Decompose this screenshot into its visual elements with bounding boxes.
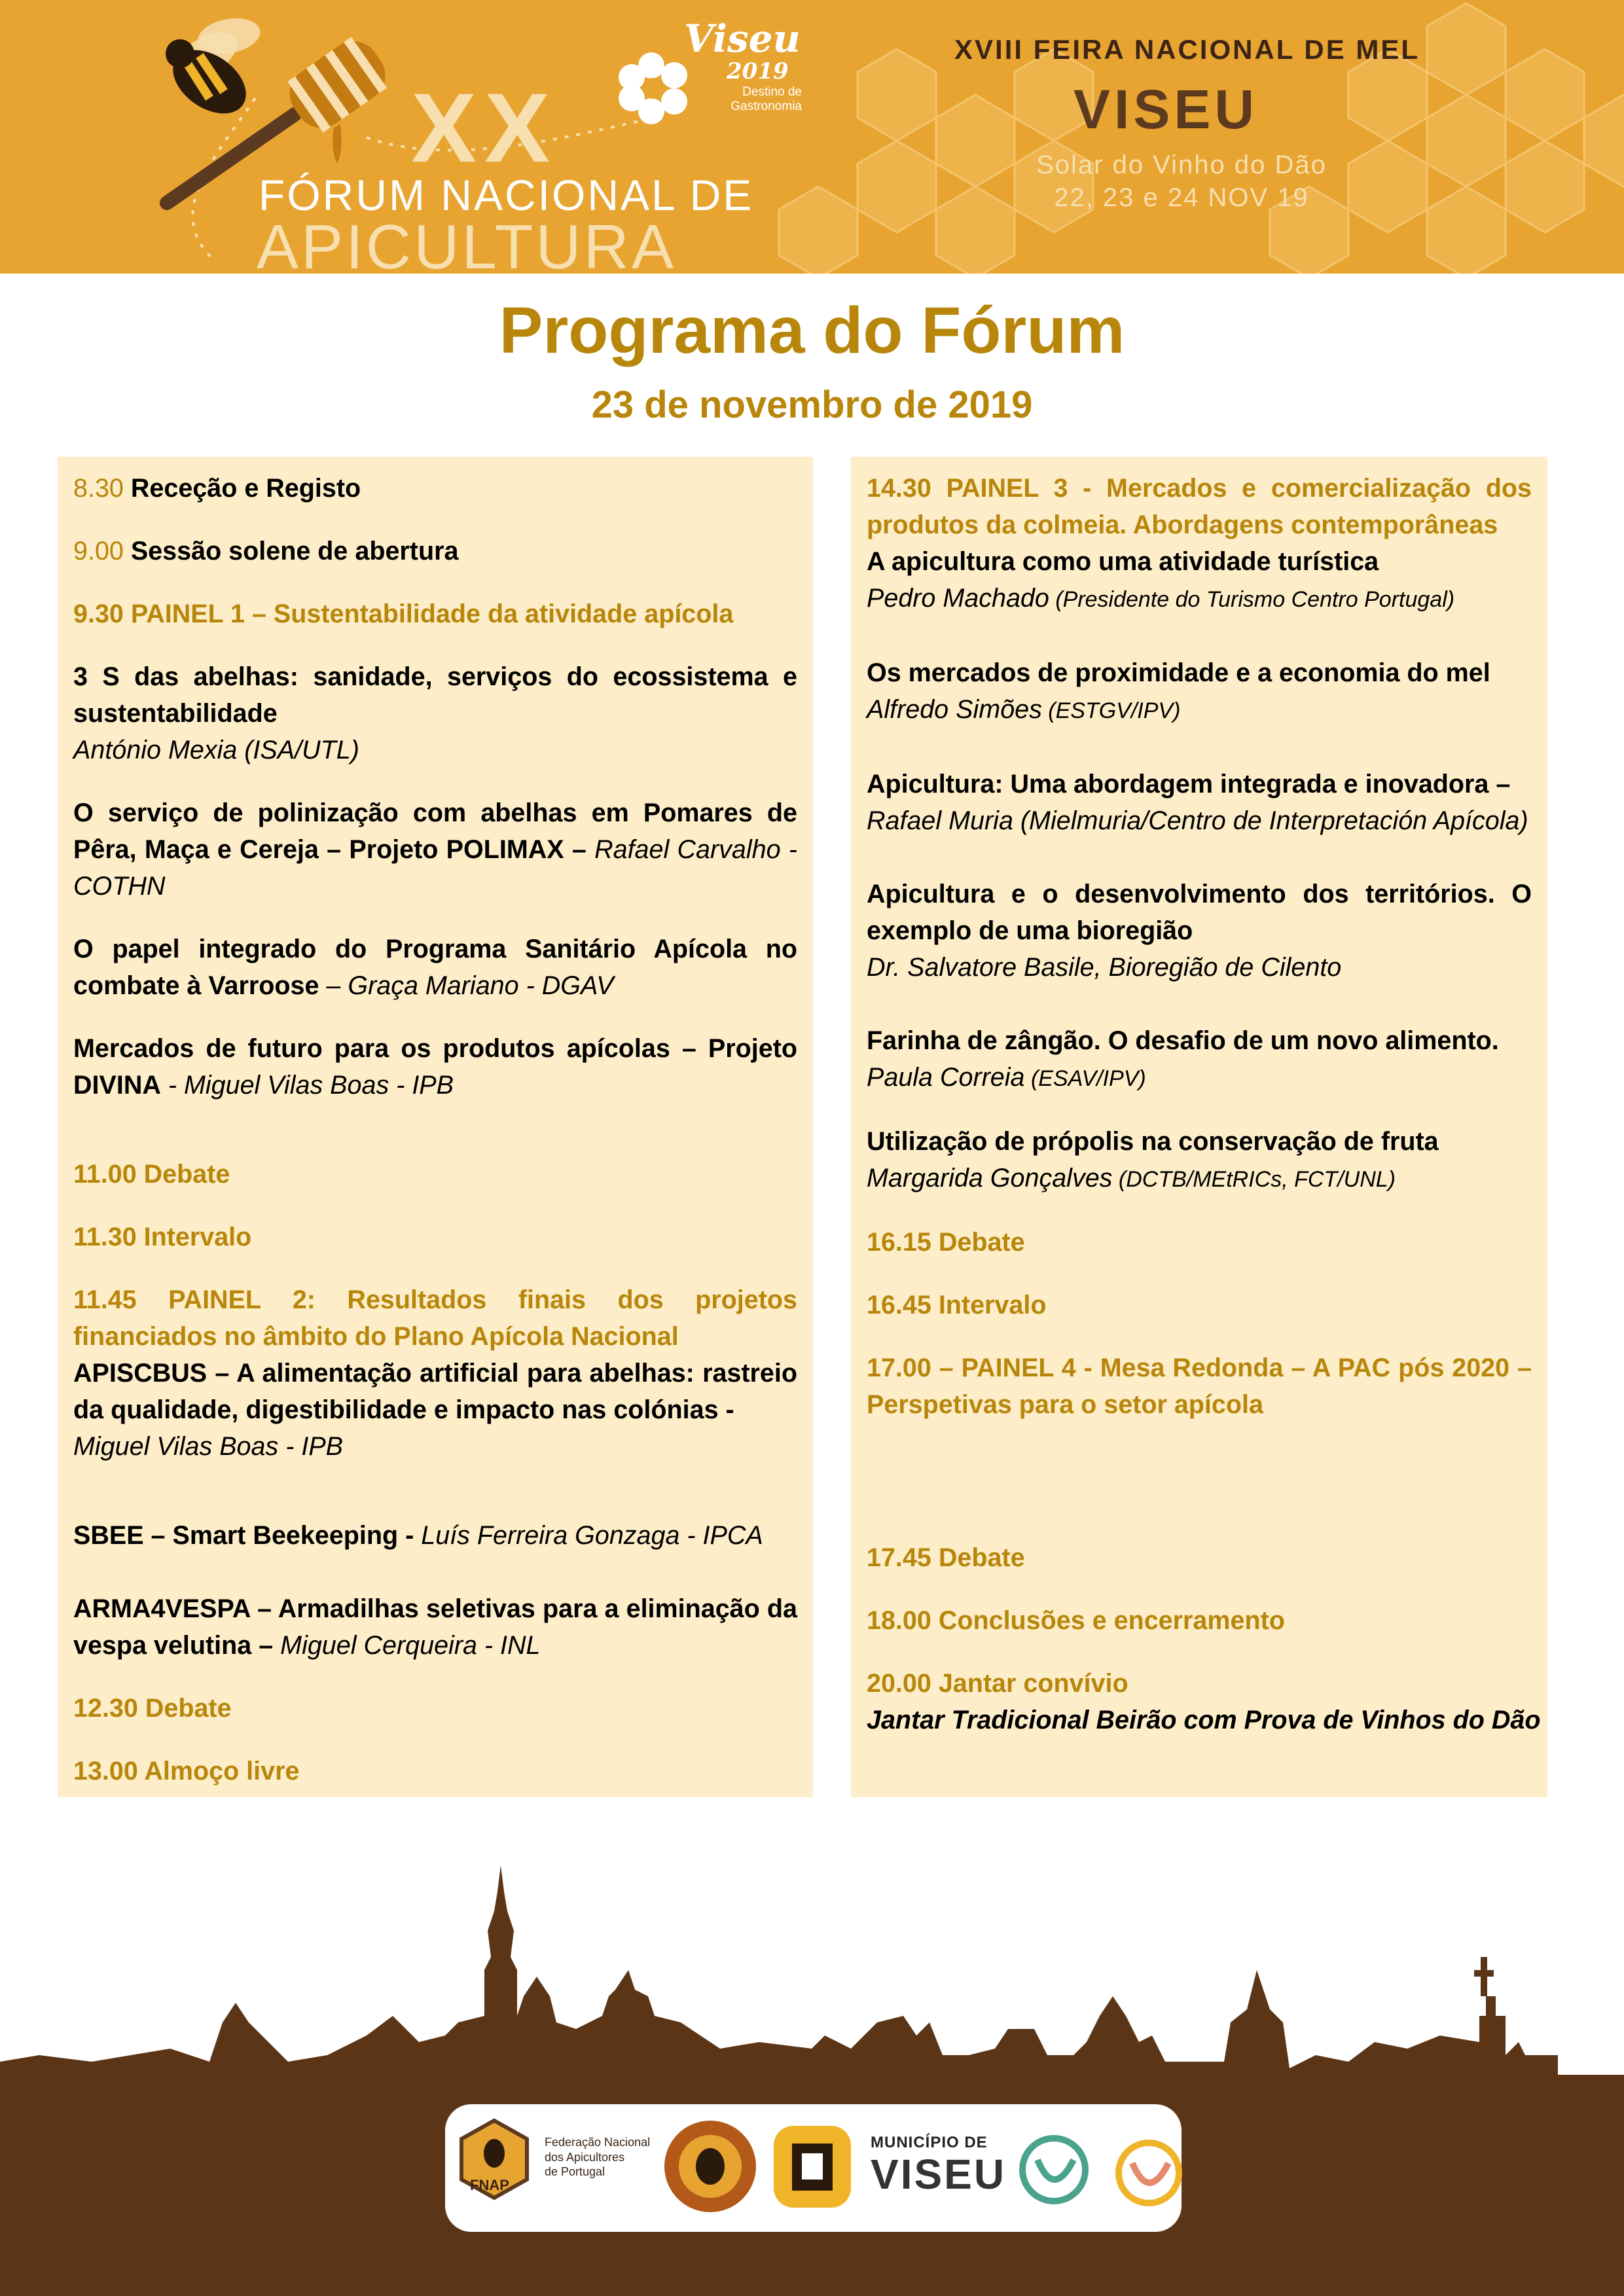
schedule-item: 12.30 Debate <box>73 1694 232 1723</box>
feira-city: VISEU <box>1074 79 1259 140</box>
talk-speaker: Alfredo Simões <box>867 695 1042 724</box>
schedule-item: 18.00 Conclusões e encerramento <box>867 1606 1285 1635</box>
talk-title: Utilização de própolis na conservação de fruta <box>867 1127 1439 1156</box>
talk-speaker: Miguel Vilas Boas - IPB <box>73 1432 344 1461</box>
talk-title: Mercados de futuro para os produtos apícolas – Projeto DIVINA <box>73 1034 797 1100</box>
schedule-item: 13.00 Almoço livre <box>73 1757 300 1785</box>
panel-heading: 11.45 PAINEL 2: Resultados finais dos projetos financiados no âmbito do Plano Apícola Nacional <box>73 1285 797 1351</box>
viseu-tag-line2: Gastronomia <box>731 99 802 113</box>
schedule-item: 16.15 Debate <box>867 1228 1025 1257</box>
talk-title: Os mercados de proximidade e a economia do mel <box>867 658 1490 687</box>
talk-speaker: Luís Ferreira Gonzaga - IPCA <box>414 1521 763 1550</box>
talk-title: Farinha de zângão. O desafio de um novo alimento. <box>867 1026 1499 1055</box>
beekeepers-association-seal-icon <box>664 2121 756 2212</box>
fnap-line: dos Apicultores <box>545 2150 625 2164</box>
talk-title: SBEE – Smart Beekeeping - <box>73 1521 414 1550</box>
talk-speaker: Dr. Salvatore Basile, Bioregião de Cilento <box>867 953 1342 982</box>
talk-speaker: Pedro Machado <box>867 584 1049 613</box>
item-time: 8.30 <box>73 474 124 503</box>
talk-speaker: Miguel Cerqueira - INL <box>273 1631 541 1660</box>
schedule-item: 17.45 Debate <box>867 1543 1025 1572</box>
item-title: Receção e Registo <box>123 474 361 503</box>
schedule-item: 11.00 Debate <box>73 1160 230 1189</box>
municipio-city: VISEU <box>871 2151 1007 2198</box>
fnap-line: de Portugal <box>545 2165 605 2178</box>
viseu-crest-icon <box>774 2126 851 2208</box>
agrarian-school-logo-icon <box>1119 2143 1179 2203</box>
feira-title: XVIII FEIRA NACIONAL DE MEL <box>954 34 1420 65</box>
talk-title: O serviço de polinização com abelhas em Pomares de Pêra, Maça e Cereja – Projeto POLIMAX – <box>73 798 797 864</box>
viseu-logo-year: 2019 <box>727 58 789 84</box>
item-time: 9.00 <box>73 537 124 565</box>
talk-title: O papel integrado do Programa Sanitário Apícola no combate à Varroose <box>73 935 797 1000</box>
talk-title: A apicultura como uma atividade turística <box>867 547 1379 576</box>
talk-speaker: António Mexia (ISA/UTL) <box>73 736 359 764</box>
municipio-label: MUNICÍPIO DE <box>871 2134 988 2151</box>
talk-title: 3 S das abelhas: sanidade, serviços do ecossistema e sustentabilidade <box>73 662 797 728</box>
viseu-tag-line1: Destino de <box>742 85 802 99</box>
dinner-note: Jantar Tradicional Beirão com Prova de Vinhos do Dão <box>867 1706 1541 1734</box>
talk-speaker: Rafael Muria (Mielmuria/Centro de Interpretación Apícola) <box>867 806 1528 835</box>
panel-heading: 14.30 PAINEL 3 - Mercados e comercialização dos produtos da colmeia. Abordagens contemporâneas <box>867 474 1532 539</box>
fnap-name <box>545 2135 650 2179</box>
talk-speaker: Paula Correia <box>867 1063 1025 1092</box>
talk-title: Apicultura e o desenvolvimento dos territórios. O exemplo de uma bioregião <box>867 880 1532 945</box>
panel-heading: 9.30 PAINEL 1 – Sustentabilidade da atividade apícola <box>73 600 734 628</box>
talk-speaker: - Miguel Vilas Boas - IPB <box>160 1071 454 1100</box>
talk-affiliation: (Presidente do Turismo Centro Portugal) <box>1049 587 1455 612</box>
talk-speaker: – Graça Mariano - DGAV <box>319 971 614 1000</box>
schedule-item: 16.45 Intervalo <box>867 1291 1047 1319</box>
fnap-abbreviation: FNAP <box>470 2177 509 2193</box>
forum-title-line: FÓRUM NACIONAL DE <box>259 171 754 219</box>
forum-title-main: APICULTURA <box>257 212 676 274</box>
talk-title: ARMA4VESPA – Armadilhas seletivas para a eliminação da vespa velutina – <box>73 1594 797 1660</box>
talk-affiliation: (ESTGV/IPV) <box>1041 698 1181 723</box>
polytechnic-institute-logo-icon <box>1022 2138 1085 2201</box>
schedule-item: 20.00 Jantar convívio <box>867 1669 1128 1698</box>
feira-dates: 22, 23 e 24 NOV 19 <box>1054 183 1309 212</box>
panel-heading: 17.00 – PAINEL 4 - Mesa Redonda – A PAC pós 2020 – Perspetivas para o setor apícola <box>867 1354 1532 1419</box>
item-title: Sessão solene de abertura <box>123 537 459 565</box>
page-title: Programa do Fórum <box>499 294 1125 367</box>
fnap-line: Federação Nacional <box>545 2136 651 2149</box>
viseu-logo-word: Viseu <box>684 16 801 61</box>
talk-speaker: Rafael Carvalho - COTHN <box>73 835 797 901</box>
page-date: 23 de novembro de 2019 <box>591 384 1033 426</box>
talk-title: APISCBUS – A alimentação artificial para abelhas: rastreio da qualidade, digestibilidade e impacto nas colónias - <box>73 1359 797 1424</box>
talk-title: Apicultura: Uma abordagem integrada e inovadora – <box>867 770 1511 798</box>
talk-affiliation: (ESAV/IPV) <box>1024 1066 1146 1091</box>
forum-number: XX <box>410 73 558 183</box>
talk-speaker: Margarida Gonçalves <box>867 1164 1113 1193</box>
talk-affiliation: (DCTB/MEtRICs, FCT/UNL) <box>1112 1167 1396 1192</box>
feira-place: Solar do Vinho do Dão <box>1036 151 1327 179</box>
schedule-item: 11.30 Intervalo <box>73 1223 252 1251</box>
